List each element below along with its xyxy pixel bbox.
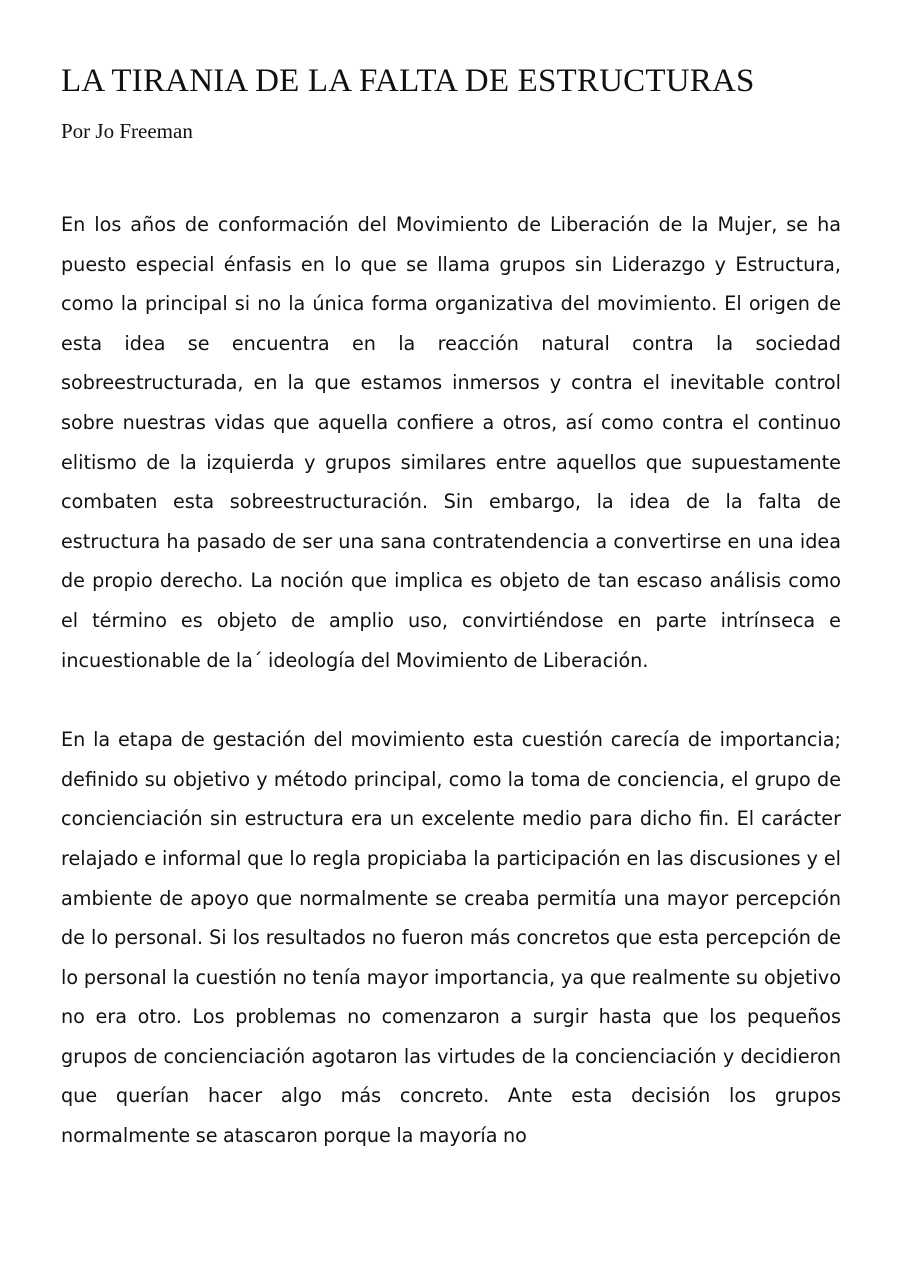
document-author: Por Jo Freeman: [61, 119, 193, 143]
document-title: LA TIRANIA DE LA FALTA DE ESTRUCTURAS: [61, 63, 755, 99]
paragraph: En la etapa de gestación del movimiento esta cuestión carecía de importancia; definido su objetivo y método principal, como la toma de conciencia, el grupo de concienciación sin estructura era un excelente medio para dicho fin. El carácter relajado e informal que lo regla propiciaba la participación en las discusiones y el ambiente de apoyo que normalmente se creaba permitía una mayor percepción de lo personal. Si los resultados no fueron más concretos que esta percepción de lo personal la cuestión no tenía mayor importancia, ya que realmente su objetivo no era otro. Los problemas no comenzaron a surgir hasta que los pequeños grupos de concienciación agotaron las virtudes de la concienciación y decidieron que querían hacer algo más concreto. Ante esta decisión los grupos normalmente se atascaron porque la mayoría no: [61, 728, 841, 1148]
document-page: [61, 0, 841, 1196]
document-body: [61, 205, 841, 1156]
paragraph: En los años de conformación del Movimiento de Liberación de la Mujer, se ha puesto especial énfasis en lo que se llama grupos sin Liderazgo y Estructura, como la principal si no la única forma organizativa del movimiento. El origen de esta idea se encuentra en la reacción natural contra la sociedad sobreestructurada, en la que estamos inmersos y contra el inevitable control sobre nuestras vidas que aquella confiere a otros, así como contra el continuo elitismo de la izquierda y grupos similares entre aquellos que supuestamente combaten esta sobreestructuración. Sin embargo, la idea de la falta de estructura ha pasado de ser una sana contratendencia a convertirse en una idea de propio derecho. La noción que implica es objeto de tan escaso análisis como el término es objeto de amplio uso, convirtiéndose en parte intrínseca e incuestionable de la´ ideología del Movimiento de Liberación.: [61, 213, 841, 672]
